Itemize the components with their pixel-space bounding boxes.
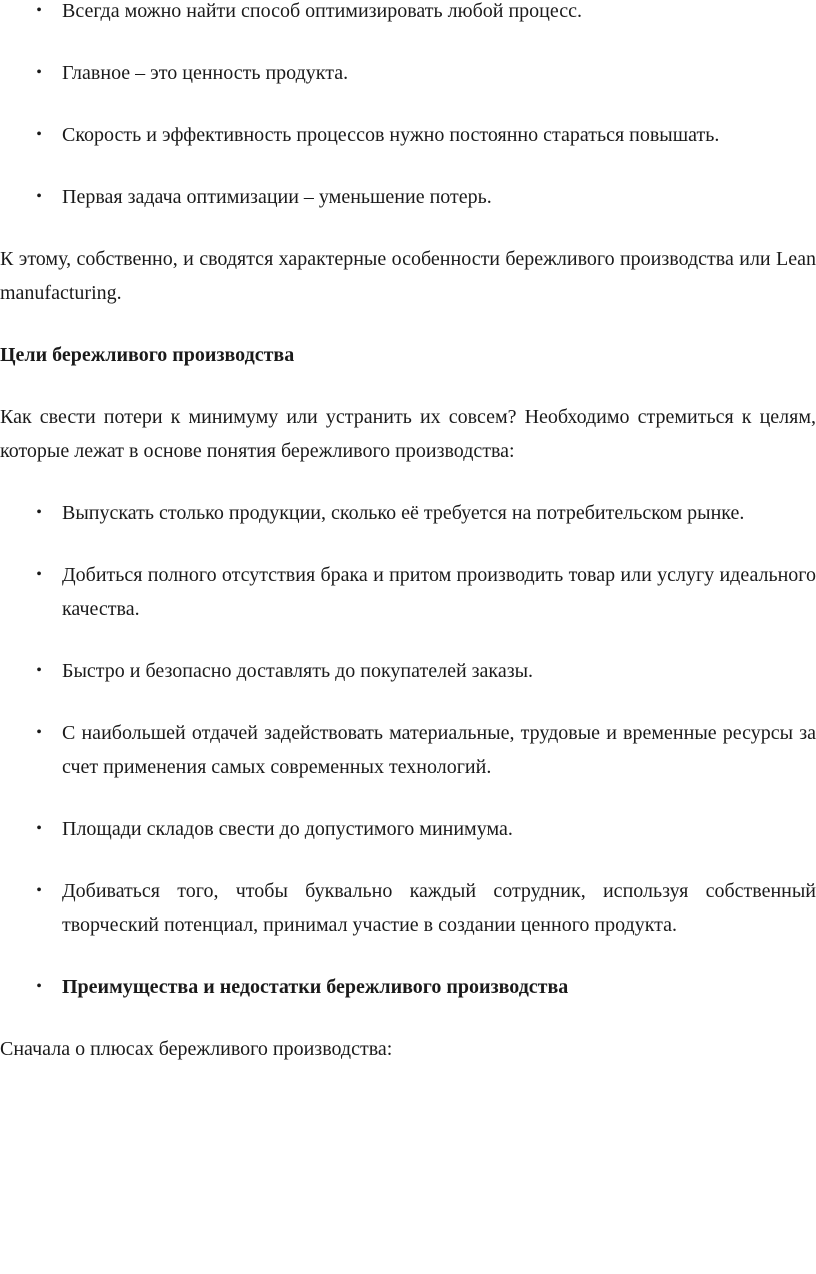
list-item (0, 716, 816, 784)
list-item (0, 970, 816, 1004)
list-item (0, 874, 816, 942)
goals-list (0, 496, 816, 1004)
paragraph: Сначала о плюсах бережливого производства: (0, 1038, 393, 1060)
list-gap (0, 152, 816, 180)
list-gap (0, 90, 816, 118)
list-item-text: Площади складов свести до допустимого минимума. (62, 818, 513, 840)
bullet-icon: • (36, 126, 42, 143)
bullet-icon: • (36, 2, 42, 19)
list-gap (0, 626, 816, 654)
list-item-text: Добиваться того, чтобы буквально каждый сотрудник, используя собственный творческий потенциал, принимал участие в создании ценного продукта. (62, 880, 816, 936)
bullet-icon: • (36, 978, 42, 995)
spacer (0, 1004, 816, 1032)
list-item-text: Скорость и эффективность процессов нужно постоянно стараться повышать. (62, 124, 720, 146)
spacer (0, 468, 816, 496)
list-gap (0, 846, 816, 874)
list-item-text: Добиться полного отсутствия брака и притом производить товар или услугу идеального качества. (62, 564, 816, 620)
list-item-text: Всегда можно найти способ оптимизировать любой процесс. (62, 0, 582, 22)
spacer (0, 214, 816, 242)
bullet-icon: • (36, 504, 42, 521)
list-gap (0, 530, 816, 558)
list-item-text: Главное – это ценность продукта. (62, 62, 349, 84)
list-item-text: Быстро и безопасно доставлять до покупателей заказы. (62, 660, 534, 682)
bullet-icon: • (36, 64, 42, 81)
section-heading: Цели бережливого производства (0, 344, 295, 366)
list-item (0, 558, 816, 626)
list-item (0, 496, 816, 530)
bullet-icon: • (36, 882, 42, 899)
list-gap (0, 28, 816, 56)
list-gap (0, 784, 816, 812)
list-gap (0, 942, 816, 970)
spacer (0, 372, 816, 400)
bullet-icon: • (36, 188, 42, 205)
list-item-text: Преимущества и недостатки бережливого производства (62, 976, 569, 998)
list-item-text: Первая задача оптимизации – уменьшение потерь. (62, 186, 492, 208)
paragraph: К этому, собственно, и сводятся характерные особенности бережливого производства или Lean manufacturing. (0, 248, 816, 304)
bullet-icon: • (36, 662, 42, 679)
spacer (0, 310, 816, 338)
list-item (0, 180, 816, 214)
list-gap (0, 688, 816, 716)
bullet-icon: • (36, 566, 42, 583)
bullet-icon: • (36, 724, 42, 741)
list-item (0, 654, 816, 688)
list-item-text: Выпускать столько продукции, сколько её требуется на потребительском рынке. (62, 502, 745, 524)
paragraph: Как свести потери к минимуму или устранить их совсем? Необходимо стремиться к целям, которые лежат в основе понятия бережливого производства: (0, 406, 816, 462)
principles-list (0, 0, 816, 214)
list-item (0, 0, 816, 28)
list-item-text: С наибольшей отдачей задействовать материальные, трудовые и временные ресурсы за счет применения самых современных технологий. (62, 722, 816, 778)
bullet-icon: • (36, 820, 42, 837)
list-item (0, 118, 816, 152)
list-item (0, 56, 816, 90)
list-item (0, 812, 816, 846)
